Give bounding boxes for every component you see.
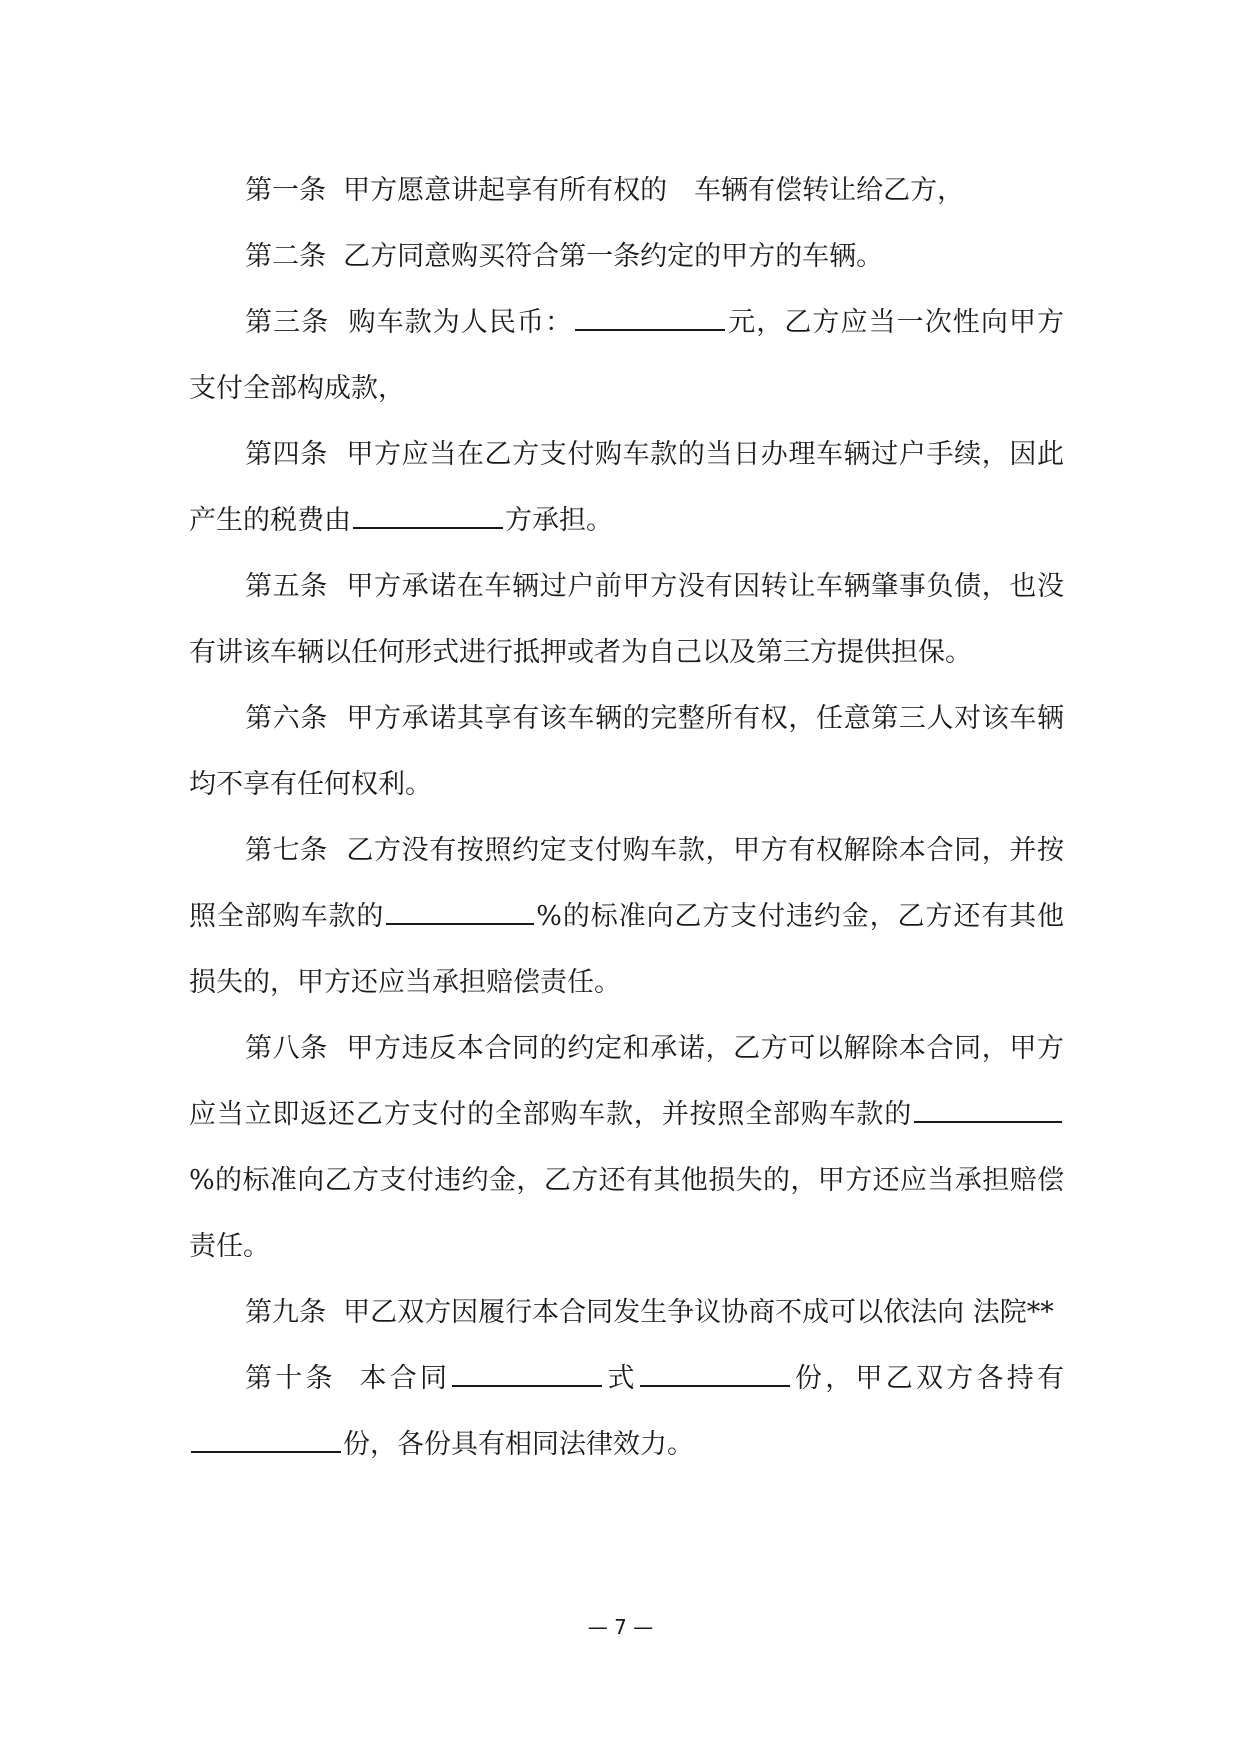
clause-2-text: 乙方同意购买符合第一条约定的甲方的车辆。: [343, 241, 884, 272]
clause-7-text-a: 乙方没有按照约定支付购车款，甲方有权解除本合同，并按照全部购车款的: [189, 835, 1065, 932]
clause-10-text-c: 份，甲乙双方各持有: [791, 1363, 1065, 1394]
clause-10-text-a: 本合同: [359, 1363, 451, 1394]
clause-8-text-b: %的标准向乙方支付违约金，乙方还有其他损失的，甲方还应当承担赔偿责任。: [189, 1165, 1064, 1262]
clause-8: [189, 1016, 1064, 1280]
clause-9-head: 第九条: [245, 1297, 326, 1328]
clause-10-text-b: 式: [604, 1363, 638, 1394]
clause-9: [189, 1280, 1064, 1346]
clause-3-text-a: 购车款为人民币：: [348, 307, 574, 338]
clause-4-text-b: 方承担。: [505, 505, 613, 536]
clause-5-text: 甲方承诺在车辆过户前甲方没有因转让车辆肇事负债，也没有讲该车辆以任何形式进行抵押或者为自己以及第三方提供担保。: [189, 571, 1065, 668]
clause-6-head: 第六条: [245, 703, 328, 734]
clause-8-head: 第八条: [245, 1033, 328, 1064]
clause-4: [189, 422, 1064, 554]
copies-each-party-blank[interactable]: [191, 1423, 341, 1453]
clause-5-head: 第五条: [245, 571, 328, 602]
clause-1-text: 甲方愿意讲起享有所有权的 车辆有偿转让给乙方，: [343, 175, 965, 206]
clause-3: [189, 290, 1064, 422]
clause-8-text-a: 甲方违反本合同的约定和承诺，乙方可以解除本合同，甲方应当立即返还乙方支付的全部购车款，并按照全部购车款的: [189, 1033, 1065, 1130]
clause-2-head: 第二条: [245, 241, 326, 272]
clause-4-text-a: 甲方应当在乙方支付购车款的当日办理车辆过户手续，因此产生的税费由: [189, 439, 1065, 536]
clause-3-text-b: 元，乙方应当一次性向甲方支付全部构成款，: [189, 307, 1065, 404]
clause-6-text: 甲方承诺其享有该车辆的完整所有权，任意第三人对该车辆均不享有任何权利。: [189, 703, 1065, 800]
clause-9-text: 甲乙双方因履行本合同发生争议协商不成可以依法向 法院**: [343, 1297, 1054, 1328]
copies-per-set-blank[interactable]: [640, 1357, 790, 1387]
clause-1: [189, 158, 1064, 224]
clause-3-head: 第三条: [245, 307, 330, 338]
clause-5: [189, 554, 1064, 686]
clause-10-text-d: 份，各份具有相同法律效力。: [343, 1429, 694, 1460]
clause-10: [189, 1346, 1064, 1478]
clause-6: [189, 686, 1064, 818]
buyer-penalty-rate-blank[interactable]: [386, 895, 534, 925]
clause-7-text-b: %的标准向乙方支付违约金，乙方还有其他损失的，甲方还应当承担赔偿责任。: [189, 901, 1065, 998]
clause-4-head: 第四条: [245, 439, 328, 470]
clause-10-head: 第十条: [245, 1363, 336, 1394]
price-blank[interactable]: [575, 301, 725, 331]
clause-2: [189, 224, 1064, 290]
seller-penalty-rate-blank[interactable]: [914, 1093, 1062, 1123]
tax-party-blank[interactable]: [353, 499, 503, 529]
copies-count-blank[interactable]: [452, 1357, 602, 1387]
clause-7-head: 第七条: [245, 835, 328, 866]
clause-1-head: 第一条: [245, 175, 326, 206]
page-number: — 7 —: [587, 1615, 654, 1639]
contract-body: [189, 158, 1064, 1478]
clause-7: [189, 818, 1064, 1016]
